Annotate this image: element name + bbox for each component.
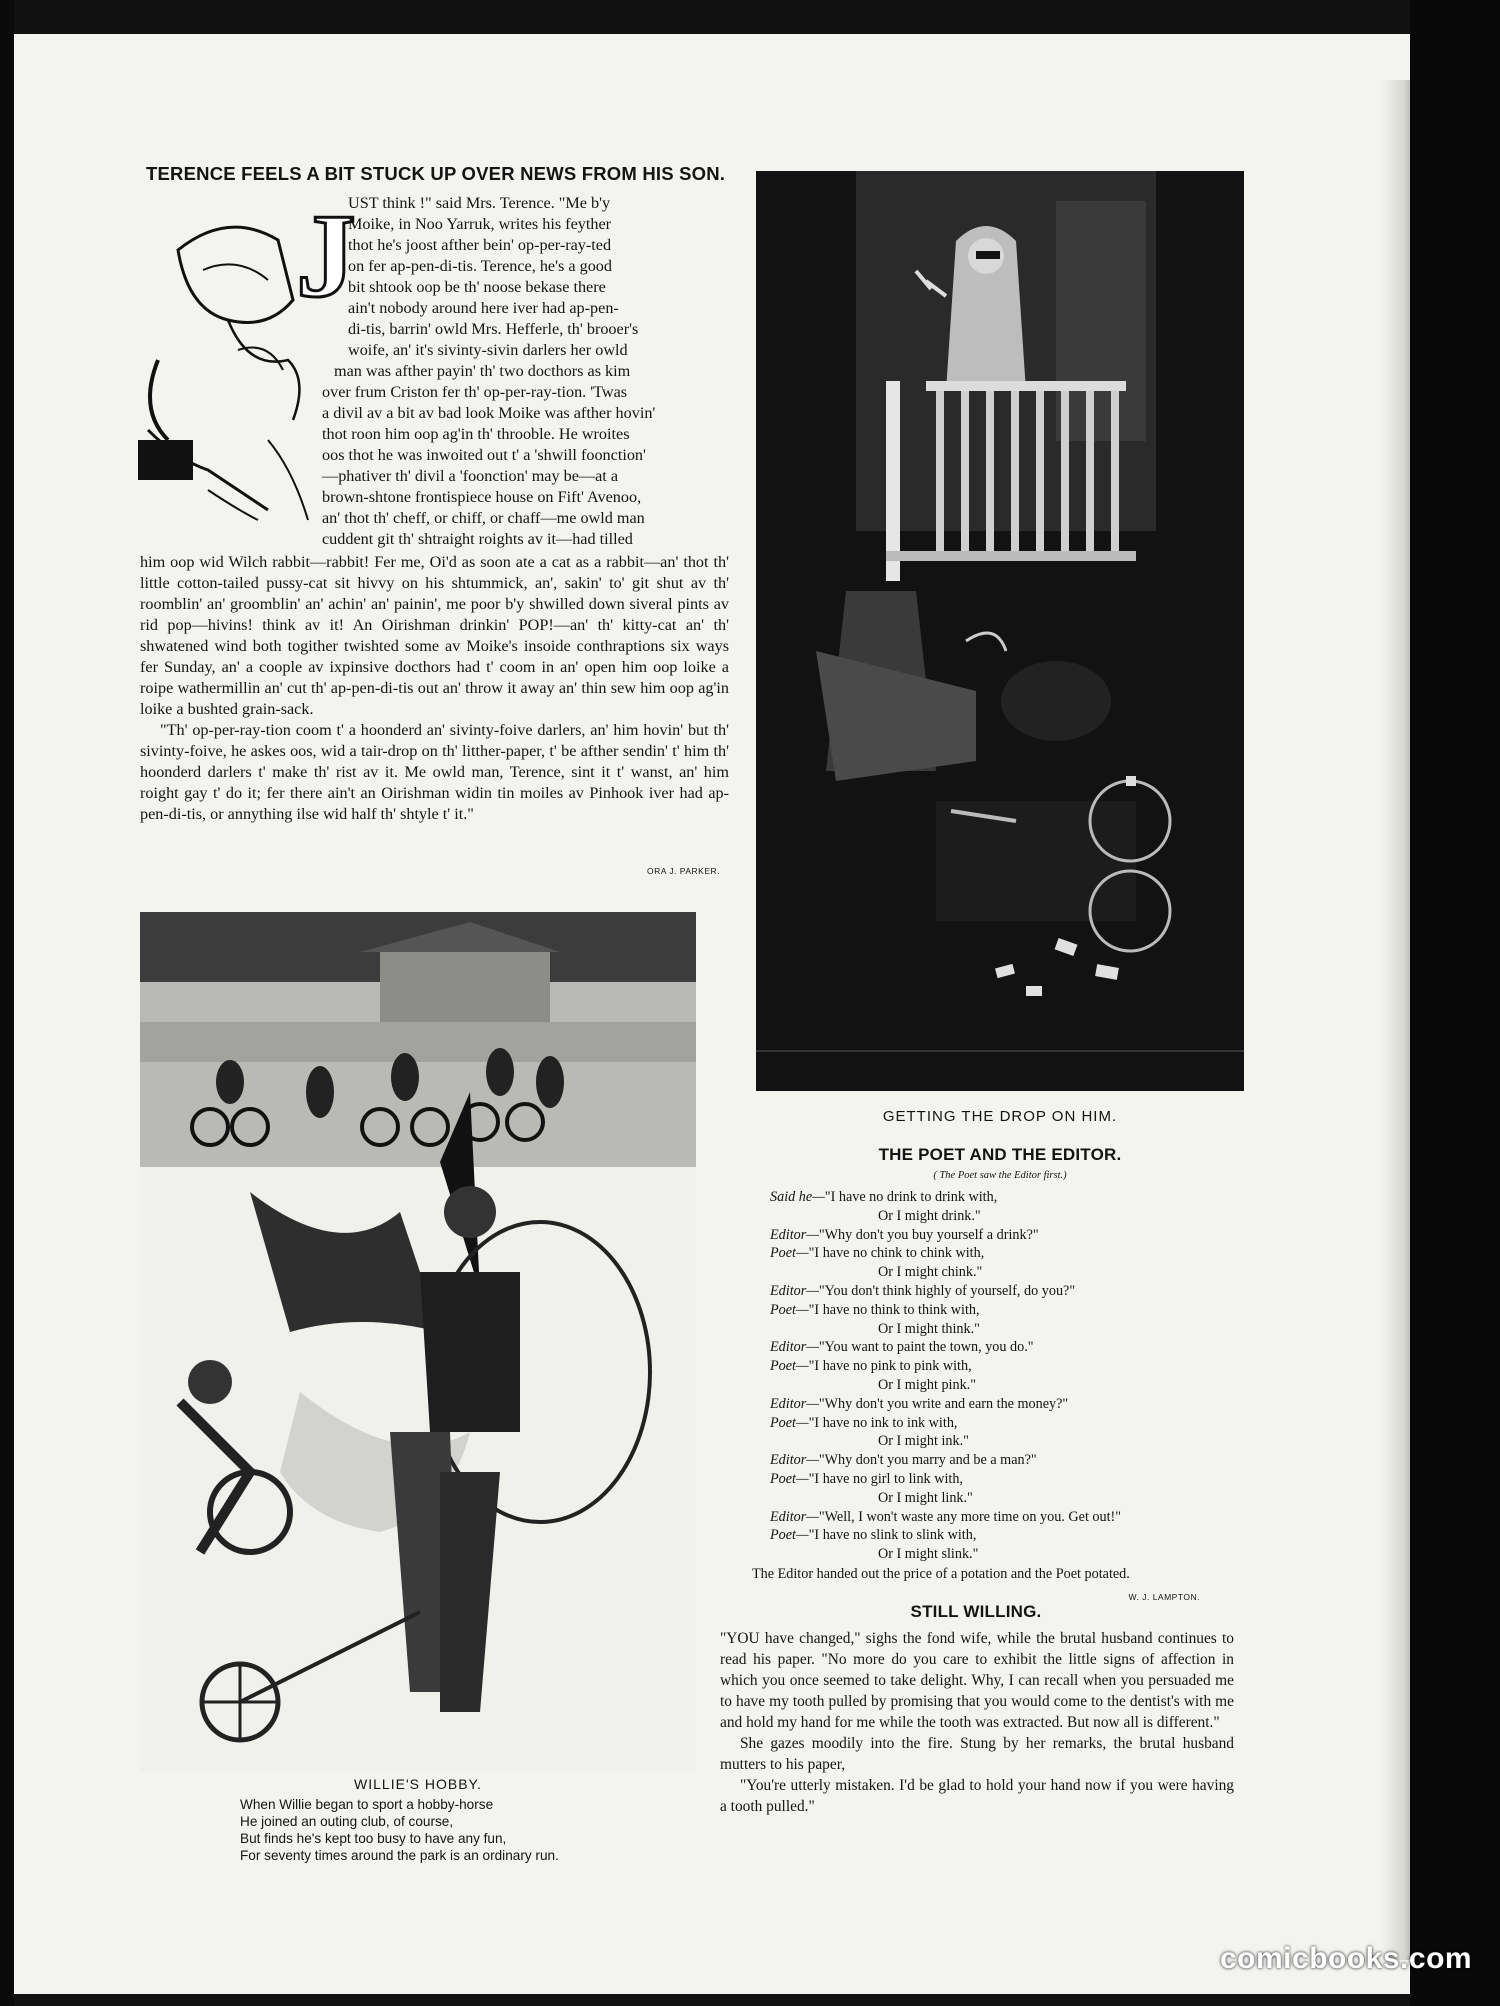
article2-title: STILL WILLING. — [910, 1602, 1042, 1621]
poem-line — [770, 1226, 1240, 1245]
article1-body — [140, 552, 729, 825]
verse-line: When Willie began to sport a hobby-horse — [240, 1797, 494, 1812]
poem-line — [770, 1282, 1240, 1301]
poem-line — [770, 1376, 1240, 1395]
poem-text: "I have no girl to link with, — [808, 1470, 963, 1487]
poem-text: "Why don't you write and earn the money?" — [818, 1395, 1069, 1412]
poem-line — [770, 1414, 1240, 1433]
article2-paragraph: "You're utterly mistaken. I'd be glad to hold your hand now if you were having a tooth pulled." — [720, 1777, 1234, 1815]
wrapped-line: an' thot th' cheff, or chiff, or chaff—me owld man — [322, 509, 645, 527]
left-illustration-caption: WILLIE'S HOBBY. — [354, 1776, 482, 1792]
wrapped-line: di-tis, barrin' owld Mrs. Hefferle, th' brooer's — [348, 320, 639, 338]
right-illustration-caption: GETTING THE DROP ON HIM. — [882, 1108, 1118, 1125]
wrapped-line: woife, an' it's sivinty-sivin darlers her owld — [348, 341, 628, 359]
poem-speaker: Editor— — [770, 1226, 819, 1243]
poem-line — [770, 1263, 1240, 1282]
poem-line — [770, 1338, 1240, 1357]
article2-paragraph: She gazes moodily into the fire. Stung by her remarks, the brutal husband mutters to his paper, — [720, 1735, 1234, 1773]
wrapped-line: ain't nobody around here iver had ap-pen- — [348, 299, 619, 317]
poem-line — [770, 1545, 1240, 1564]
article1-wrapped-lines — [322, 193, 729, 550]
wrapped-line: cuddent git th' shtraight roights av it—had tilled — [322, 530, 633, 548]
getting-the-drop-illustration — [756, 171, 1244, 1091]
wrapped-line: thot he's joost afther bein' op-per-ray-ted — [348, 236, 612, 254]
article1-paragraph: him oop wid Wilch rabbit—rabbit! Fer me, Oi'd as soon ate a cat as a rabbit—an' thot th' little cotton-tailed pussy-cat sit hivvy on his shtummick, an', sakin' to' git shut av th' roomblin' an' groomblin' an' achin' an' painin', me poor b'y shwilled down siveral pints av rid pop—hivins! think av it! An Oirishman drinkin' POP!—an' th' kitty-cat an' th' shwatened wind both togither twishted some av Moike's insoide conthraptions six ways fer Sunday, an' a coople av ixpinsive docthors had t' coom in an' open him oop loike a roipe wathermillin an' cut th' ap-pen-di-tis out an' throw it away an' thin sew him oop ag'in loike a bushted grain-sack. — [140, 553, 729, 718]
poem-line — [770, 1470, 1240, 1489]
poem-line — [770, 1320, 1240, 1339]
lady-sketch-illustration — [118, 210, 318, 540]
poem-speaker: Editor— — [770, 1282, 819, 1299]
wrapped-line: —phativer th' divil a 'foonction' may be—at a — [322, 467, 618, 485]
poem-line — [770, 1207, 1240, 1226]
poem-line — [770, 1526, 1240, 1545]
poem-speaker: Said he— — [770, 1189, 825, 1205]
poem-text: "You don't think highly of yourself, do you?" — [818, 1282, 1076, 1299]
poem-text: Or I might pink." — [878, 1376, 977, 1393]
right-dark-strip — [1410, 0, 1500, 2006]
willies-hobby-verse — [240, 1796, 660, 1864]
poem-speaker: Poet— — [770, 1358, 809, 1375]
poem-speaker: Poet— — [770, 1245, 809, 1262]
poem-text: "I have no ink to ink with, — [808, 1414, 958, 1431]
poem-text: "Well, I won't waste any more time on you. Get out!" — [818, 1508, 1122, 1525]
article1-paragraph: "Th' op-per-ray-tion coom t' a hoonderd an' sivinty-foive darlers, an' him hovin' but th' sivinty-foive, he askes oos, wid a tair-drop on th' litther-paper, t' be afther sendin' t' him th' hoonderd darlers t' make th' rist av it. Me owld man, Terence, sint it t' wanst, an' him roight gay t' do it; fer there ain't an Oirishman widin tin moiles av Pinhook iver had ap-pen-di-tis, or annything ilse wid half th' shtyle t' it." — [140, 721, 729, 823]
poem-speaker: Poet— — [770, 1527, 809, 1544]
wrapped-line: bit shtook oop be th' noose bekase there — [348, 278, 606, 296]
poem-line — [770, 1395, 1240, 1414]
poem-text: "I have no pink to pink with, — [808, 1358, 972, 1375]
wrapped-line: brown-shtone frontispiece house on Fift' Avenoo, — [322, 488, 642, 506]
article2-body — [720, 1628, 1234, 1817]
article2-paragraph: "YOU have changed," sighs the fond wife, while the brutal husband continues to read his paper. "No more do you care to exhibit the little signs of affection in which you once seemed to take delight. Why, I can recall when you persuaded me to have my tooth pulled by promising that you would come to the dentist's with me and hold my hand for me while the tooth was extracted. But now all is different." — [720, 1630, 1234, 1731]
poem-subtitle: ( The Poet saw the Editor first.) — [933, 1170, 1067, 1181]
poem-text: Or I might drink." — [878, 1207, 981, 1224]
poem-text: "I have no slink to slink with, — [808, 1527, 977, 1544]
poem-speaker: Editor— — [770, 1395, 819, 1412]
article1-author: ORA J. PARKER. — [647, 866, 720, 876]
poem-text: Or I might think." — [878, 1320, 980, 1337]
poem-line — [770, 1244, 1240, 1263]
poem-line — [770, 1489, 1240, 1508]
wrapped-line: UST think !" said Mrs. Terence. "Me b'y — [348, 194, 611, 212]
left-page-edge — [0, 0, 14, 2006]
wrapped-line: oos thot he was inwoited out t' a 'shwill foonction' — [322, 446, 646, 464]
poem-text: "I have no think to think with, — [808, 1301, 980, 1318]
poem-title: THE POET AND THE EDITOR. — [878, 1145, 1122, 1164]
poem-text: "You want to paint the town, you do." — [818, 1339, 1034, 1356]
poem-speaker: Poet— — [770, 1470, 809, 1487]
poem-speaker: Editor— — [770, 1508, 819, 1525]
poem-speaker: Editor— — [770, 1452, 819, 1469]
poem-text: Or I might ink." — [878, 1433, 969, 1450]
willies-hobby-illustration — [140, 912, 696, 1772]
poem-line — [770, 1432, 1240, 1451]
poem-author: W. J. LAMPTON. — [1128, 1592, 1200, 1602]
wrapped-line: on fer ap-pen-di-tis. Terence, he's a good — [348, 257, 612, 275]
poem-text: "Why don't you buy yourself a drink?" — [818, 1226, 1039, 1243]
poem-speaker: Poet— — [770, 1301, 809, 1318]
poem-speaker: Editor— — [770, 1339, 819, 1356]
poem-text: Or I might chink." — [878, 1264, 983, 1281]
poem-text: "I have no chink to chink with, — [808, 1245, 985, 1262]
poem-lines — [770, 1188, 1240, 1564]
verse-line: For seventy times around the park is an ordinary run. — [240, 1848, 559, 1863]
poem-text: Or I might slink." — [878, 1546, 979, 1563]
poem-speaker: Poet— — [770, 1414, 809, 1431]
poem-line — [770, 1451, 1240, 1470]
watermark: comicbooks.com — [1220, 1942, 1473, 1975]
article-title-terence: TERENCE FEELS A BIT STUCK UP OVER NEWS FROM HIS SON. — [146, 163, 726, 184]
poem-line — [770, 1357, 1240, 1376]
poem-text: "I have no drink to drink with, — [824, 1189, 998, 1205]
poem-line — [770, 1301, 1240, 1320]
drop-cap: J — [296, 189, 356, 322]
wrapped-line: a divil av a bit av bad look Moike was afther hovin' — [322, 404, 656, 422]
poem-text: Or I might link." — [878, 1489, 973, 1506]
poem-line — [770, 1508, 1240, 1527]
poem-closing: The Editor handed out the price of a potation and the Poet potated. — [752, 1566, 1130, 1582]
verse-line: He joined an outing club, of course, — [240, 1814, 454, 1829]
wrapped-line: Moike, in Noo Yarruk, writes his feyther — [348, 215, 612, 233]
poem-line — [770, 1188, 1240, 1207]
verse-line: But finds he's kept too busy to have any fun, — [240, 1831, 507, 1846]
wrapped-line: man was afther payin' th' two docthors as kim — [334, 362, 631, 380]
wrapped-line: thot roon him oop ag'in th' throoble. He wroites — [322, 425, 630, 443]
wrapped-line: over frum Criston fer th' op-per-ray-tion. 'Twas — [322, 383, 628, 401]
poem-text: "Why don't you marry and be a man?" — [818, 1452, 1037, 1469]
